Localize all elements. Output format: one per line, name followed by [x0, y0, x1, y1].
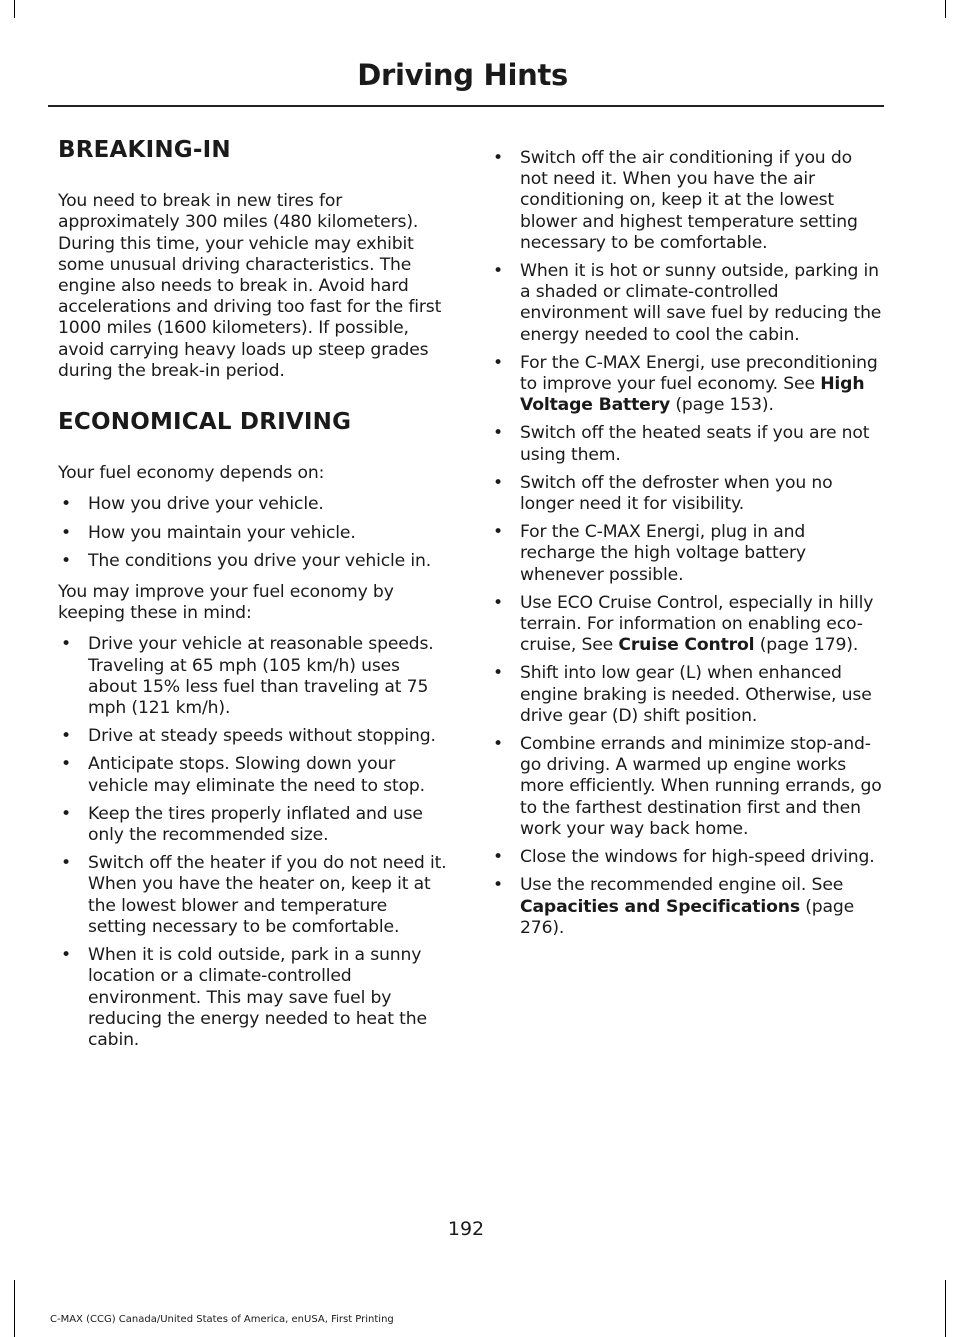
crop-mark: [14, 0, 15, 18]
list-item: • When it is hot or sunny outside, parking in a shaded or climate-controlled environment will save fuel by reducing the energy needed to cool the cabin.: [493, 261, 882, 345]
bullet: •: [61, 522, 71, 543]
bullet: •: [61, 803, 71, 824]
bullet: •: [493, 847, 503, 868]
list-item: • Switch off the heater if you do not need it. When you have the heater on, keep it at the lowest blower and temperature setting necessary to be comfortable.: [61, 853, 447, 937]
cross-reference-link[interactable]: Cruise Control: [618, 635, 755, 656]
tips-list-right: [490, 148, 882, 939]
list-item: • Use the recommended engine oil. See Capacities and Specifications (page 276).: [493, 875, 855, 938]
list-item: • Close the windows for high-speed driving.: [493, 847, 875, 868]
page-number: 192: [447, 1218, 485, 1240]
list-item: • Drive at steady speeds without stopping.: [61, 726, 436, 747]
footer-text: C-MAX (CCG) Canada/United States of America, enUSA, First Printing: [50, 1314, 394, 1325]
list-item: • Drive your vehicle at reasonable speeds. Traveling at 65 mph (105 km/h) uses about 15% less fuel than traveling at 75 mph (121 km/h).: [61, 634, 434, 719]
crop-mark: [945, 0, 946, 18]
list-item: • Use ECO Cruise Control, especially in hilly terrain. For information on enabling eco-cruise, See Cruise Control (page 179).: [493, 592, 874, 656]
bullet: •: [61, 945, 71, 966]
section-heading-breaking-in: BREAKING-IN: [58, 137, 231, 163]
crop-mark: [14, 1280, 15, 1337]
bullet: •: [493, 352, 503, 373]
bullet: •: [61, 853, 71, 874]
list-item: • Anticipate stops. Slowing down your vehicle may eliminate the need to stop.: [61, 754, 425, 796]
depends-list: [58, 494, 450, 572]
list-item: • Switch off the air conditioning if you do not need it. When you have the air conditioning on, keep it at the lowest blower and highest temperature setting necessary to be comfortable.: [493, 148, 858, 253]
bullet: •: [493, 423, 503, 444]
bullet: •: [61, 494, 71, 515]
bullet: •: [493, 734, 503, 755]
list-item: • Switch off the defroster when you no longer need it for visibility.: [493, 472, 833, 515]
list-item: • How you drive your vehicle.: [61, 494, 324, 515]
list-item: • Combine errands and minimize stop-and-go driving. A warmed up engine works more efficiently. When running errands, go to the farthest destination first and then work your way back home.: [493, 734, 882, 839]
right-column: [490, 148, 882, 949]
bullet: •: [61, 634, 71, 655]
crop-mark: [945, 1280, 946, 1337]
tips-list-left: [58, 634, 450, 1051]
bullet: •: [493, 472, 503, 493]
page-header-title: Driving Hints: [357, 58, 568, 92]
bullet: •: [61, 726, 71, 747]
list-item: • Keep the tires properly inflated and use only the recommended size.: [61, 803, 423, 846]
list-item: • Shift into low gear (L) when enhanced engine braking is needed. Otherwise, use drive gear (D) shift position.: [493, 663, 872, 726]
bullet: •: [493, 875, 503, 896]
breaking-in-paragraph: You need to break in new tires for approximately 300 miles (480 kilometers). During this time, your vehicle may exhibit some unusual driving characteristics. The engine also needs to break in. Avoid hard accelerations and driving too fast for the first 1000 miles (1600 kilometers). If possible, avoid carrying heavy loads up steep grades during the break-in period.: [58, 191, 442, 381]
bullet: •: [61, 550, 71, 571]
improve-intro: You may improve your fuel economy by keeping these in mind:: [58, 582, 394, 624]
bullet: •: [493, 663, 503, 684]
cross-reference-link[interactable]: Capacities and Specifications: [520, 896, 800, 917]
list-item: • Switch off the heated seats if you are not using them.: [493, 423, 870, 465]
list-item: • The conditions you drive your vehicle in.: [61, 550, 432, 571]
cross-reference-link[interactable]: High Voltage Battery: [520, 374, 865, 416]
list-item: • For the C-MAX Energi, plug in and recharge the high voltage battery whenever possible.: [493, 522, 806, 585]
bullet: •: [493, 592, 503, 613]
left-column: [58, 137, 450, 1061]
section-heading-economical-driving: ECONOMICAL DRIVING: [58, 409, 352, 436]
list-item: • How you maintain your vehicle.: [61, 522, 356, 543]
bullet: •: [61, 754, 71, 775]
bullet: •: [493, 261, 503, 282]
header-divider: [48, 105, 884, 107]
list-item: • When it is cold outside, park in a sunny location or a climate-controlled environment. This may save fuel by reducing the energy needed to heat the cabin.: [61, 945, 427, 1050]
fuel-economy-intro: Your fuel economy depends on:: [58, 463, 325, 484]
bullet: •: [493, 148, 503, 168]
list-item: • For the C-MAX Energi, use preconditioning to improve your fuel economy. See High Voltage Battery (page 153).: [493, 352, 878, 416]
bullet: •: [493, 522, 503, 543]
